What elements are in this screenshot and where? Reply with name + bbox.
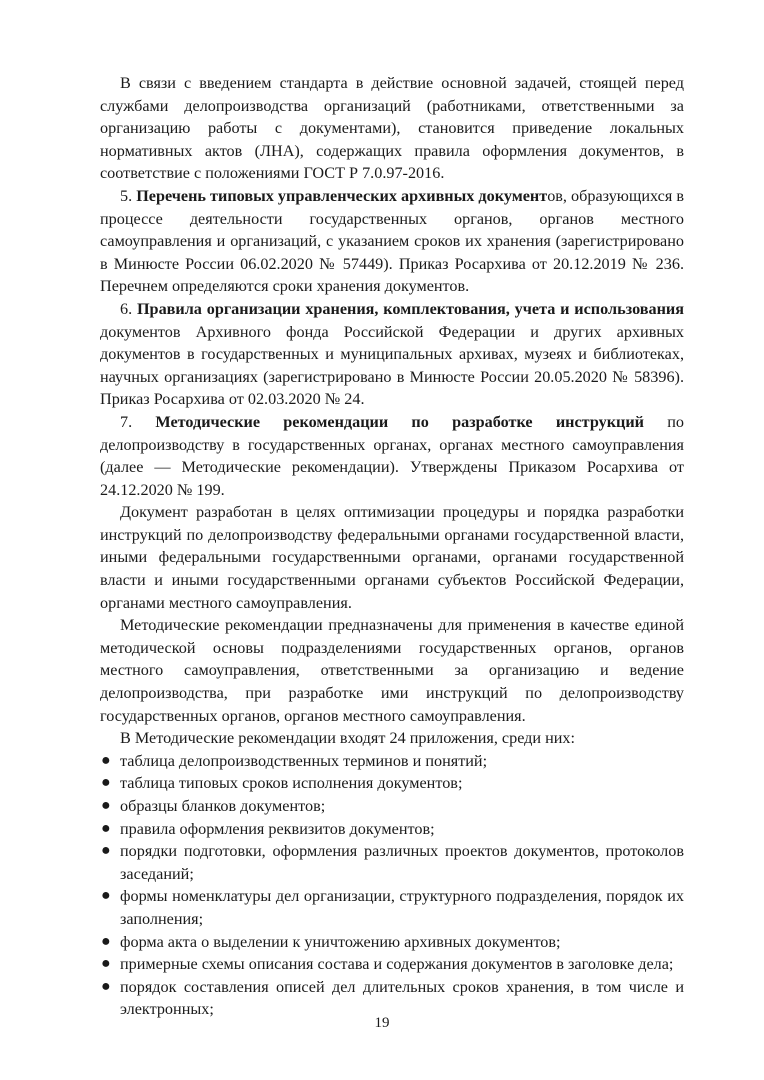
list-item-text: образцы бланков документов; [120, 797, 326, 815]
bullet-icon: ● [101, 977, 111, 995]
item-number: 7. [120, 412, 156, 431]
item-number: 6. [120, 299, 137, 318]
list-item [100, 795, 684, 818]
paragraph-list-intro [100, 727, 684, 750]
document-title-bold: Методические рекомендации по разработке инструкций [155, 412, 645, 431]
list-item [100, 931, 684, 954]
paragraph-text: В Методические рекомендации входят 24 приложения, среди них: [120, 729, 576, 748]
list-item-text: форма акта о выделении к уничтожению архивных документов; [120, 932, 561, 951]
bullet-icon: ● [101, 774, 111, 792]
bullet-icon: ● [101, 819, 111, 837]
bullet-icon: ● [101, 932, 111, 950]
bullet-icon: ● [101, 955, 111, 973]
paragraph-text: В связи с введением стандарта в действие основной задачей, стоящей перед службами делопроизводства организаций (работниками, ответственными за организацию работы с документами), становится приведение локальных нормативных актов (ЛНА), содержащих правила оформления документов, в соответствие с положениями ГОСТ Р 7.0.97-2016. [100, 74, 684, 183]
list-item-text: правила оформления реквизитов документов; [120, 819, 435, 838]
list-item [100, 772, 684, 795]
list-item-text: порядки подготовки, оформления различных проектов документов, протоколов заседаний; [120, 842, 684, 883]
bullet-icon: ● [101, 887, 111, 905]
paragraph-item-5 [100, 185, 684, 298]
list-item-text: примерные схемы описания состава и содержания документов в заголовке дела; [120, 955, 674, 974]
list-item [100, 750, 684, 773]
document-title-bold: Перечень типовых управленческих архивных документ [136, 186, 548, 205]
page-number: 19 [374, 1015, 390, 1031]
list-item-text: формы номенклатуры дел организации, структурного подразделения, порядок их заполнения; [120, 887, 684, 928]
appendix-bullet-list [100, 750, 684, 1021]
document-title-bold: Правила организации хранения, комплектования, учета и использования [136, 299, 685, 318]
item-number: 5. [120, 186, 137, 205]
paragraph-text: по делопроизводству в государственных органах, органах местного самоуправления (далее — Методические рекомендации). Утверждены Приказом Росархива от 24.12.2020 № 199. [100, 412, 685, 499]
bullet-icon: ● [101, 842, 111, 860]
list-item [100, 885, 684, 930]
paragraph [100, 614, 684, 727]
list-item-text: порядок составления описей дел длительных сроков хранения, в том числе и электронных; [120, 977, 684, 1019]
paragraph-text: документов Архивного фонда Российской Федерации и других архивных документов в государственных и муниципальных архивах, музеях и библиотеках, научных организациях (зарегистрировано в Минюсте России 20.05.2020 № 58396). Приказ Росархива от 02.03.2020 № 24. [100, 322, 684, 409]
list-item-text: таблица делопроизводственных терминов и понятий; [120, 751, 488, 770]
paragraph-text: Методические рекомендации предназначены для применения в качестве единой методической основы подразделениями государственных органов, органов местного самоуправления, ответственными за организацию и ведение делопроизводства, при разработке ими инструкций по делопроизводству государственных органов, органов местного самоуправления. [100, 616, 684, 725]
paragraph-text: ов, образующихся в процессе деятельности государственных органов, органов местного самоуправления и организаций, с указанием сроков их хранения (зарегистрировано в Минюсте России 06.02.2020 № 57449). Приказ Росархива от 20.12.2019 № 236. Перечнем определяются сроки хранения документов. [100, 186, 684, 296]
paragraph [100, 72, 684, 185]
page-content [100, 72, 684, 1021]
paragraph-item-6 [100, 298, 684, 411]
list-item [100, 953, 684, 976]
paragraph-text: Документ разработан в целях оптимизации процедуры и порядка разработки инструкций по делопроизводству федеральными органами государственной власти, иными федеральными государственными органами, органами государственной власти и иными государственными органами субъектов Российской Федерации, органами местного самоуправления. [100, 503, 684, 612]
paragraph [100, 501, 684, 614]
list-item-text: таблица типовых сроков исполнения документов; [120, 774, 463, 793]
bullet-icon: ● [101, 797, 111, 814]
bullet-icon: ● [101, 751, 111, 769]
list-item [100, 840, 684, 885]
list-item [100, 818, 684, 841]
paragraph-item-7 [100, 411, 684, 501]
